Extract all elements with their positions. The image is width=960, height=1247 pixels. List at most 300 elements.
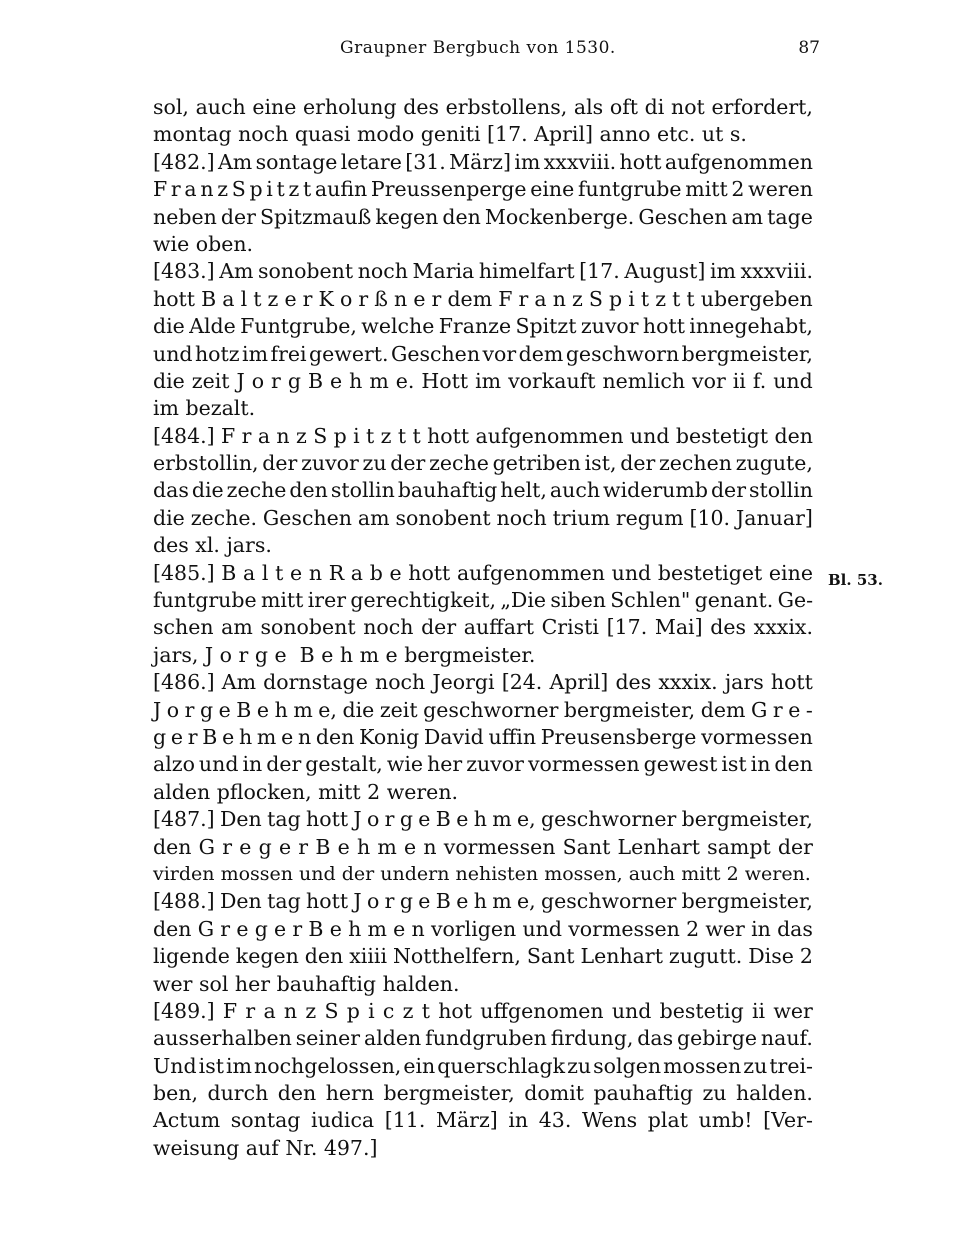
text-word: z xyxy=(655,286,667,311)
text-word: vor xyxy=(482,341,517,366)
text-word: G xyxy=(198,834,216,859)
text-word: in xyxy=(750,752,771,777)
text-word: bergmeister, xyxy=(563,697,696,722)
text-word: Alde xyxy=(189,314,236,339)
text-word: t xyxy=(672,286,681,311)
text-word: sonobent xyxy=(258,259,354,284)
text-line xyxy=(153,121,813,148)
text-word: auch xyxy=(195,95,246,119)
text-word: m xyxy=(256,724,277,749)
text-word: getriben xyxy=(492,451,581,476)
text-word: 2 xyxy=(799,944,813,969)
text-word: B xyxy=(221,560,237,585)
text-word: des xyxy=(615,670,652,695)
text-word: vorligen xyxy=(430,916,517,941)
text-line-content: weisung auf Nr. 497.] xyxy=(153,1135,378,1160)
text-word: e xyxy=(330,368,343,393)
text-word: e xyxy=(456,889,469,914)
text-word: [17. xyxy=(606,615,648,640)
text-word: hott xyxy=(642,314,685,339)
text-word: und xyxy=(773,368,813,393)
text-word: bestetig xyxy=(659,998,744,1023)
text-word: zeit xyxy=(191,368,230,393)
text-word: März] xyxy=(449,149,511,174)
text-word: S xyxy=(313,423,328,448)
text-word: a xyxy=(534,286,547,311)
text-word: den xyxy=(315,724,355,749)
text-word: regum xyxy=(615,505,684,530)
text-word: stollin xyxy=(330,478,395,503)
text-word: dornstage xyxy=(263,670,368,695)
text-word: sontage xyxy=(255,149,338,174)
text-word: hott xyxy=(408,560,451,585)
body-text xyxy=(153,94,813,1162)
text-word: h xyxy=(348,916,362,941)
text-word: sonobent xyxy=(260,615,356,640)
text-word: e xyxy=(389,560,402,585)
text-word: ist, xyxy=(584,451,617,476)
text-word: geschworn xyxy=(565,341,680,366)
text-word: erbstollens, xyxy=(445,95,568,119)
text-word: B xyxy=(201,286,217,311)
text-word: irer xyxy=(307,588,347,613)
text-word: e xyxy=(418,807,431,832)
text-word: eine xyxy=(252,95,297,119)
text-word: r xyxy=(241,423,252,448)
text-word: am xyxy=(221,615,253,640)
text-word: tag xyxy=(267,807,301,832)
text-word: noch xyxy=(375,670,426,695)
text-word: e xyxy=(393,916,406,941)
text-line xyxy=(153,943,813,970)
text-word: z xyxy=(288,177,300,202)
text-word: erbstollin, xyxy=(153,451,259,476)
text-word: r xyxy=(431,286,442,311)
text-line xyxy=(153,286,813,313)
text-word: sontag xyxy=(230,1108,301,1133)
text-line xyxy=(153,587,813,614)
text-word: am xyxy=(731,204,764,229)
text-word: vormessen xyxy=(568,916,680,941)
text-word: e xyxy=(413,286,426,311)
text-word: Am xyxy=(219,259,254,284)
text-word: m xyxy=(369,368,389,393)
text-line-content: wie oben. xyxy=(153,231,254,256)
text-word: bergmeister, xyxy=(681,807,813,832)
text-word: die xyxy=(342,697,375,722)
text-word: Geschen xyxy=(390,341,481,366)
text-word: Hott xyxy=(421,368,469,393)
text-word: a xyxy=(350,560,364,585)
text-line xyxy=(153,779,813,806)
text-word: r xyxy=(298,834,309,859)
running-header-title: Graupner Bergbuch von 1530. xyxy=(340,38,616,58)
text-word: p xyxy=(609,286,623,311)
text-word: wer xyxy=(705,916,745,941)
text-word: r xyxy=(170,177,181,202)
text-word: r xyxy=(384,889,395,914)
text-line xyxy=(153,231,813,258)
text-word: e xyxy=(329,916,342,941)
text-word: gerechtigkeit, xyxy=(350,588,496,613)
text-word: kegen xyxy=(375,204,439,229)
text-word: zu xyxy=(702,1081,727,1106)
text-word: i xyxy=(353,423,360,448)
text-word: e xyxy=(337,834,350,859)
text-word: Sant xyxy=(526,944,575,969)
text-word: aufin xyxy=(314,177,368,202)
text-word: B xyxy=(307,368,324,393)
text-word: hotz xyxy=(194,341,240,366)
text-word: geschworner xyxy=(423,697,559,722)
text-word: h xyxy=(274,697,288,722)
text-word: gebirge xyxy=(677,1026,757,1051)
text-line xyxy=(153,532,813,559)
text-word: Lenhart xyxy=(617,834,700,859)
text-word: [488.] xyxy=(153,889,215,914)
text-word: funtgrube xyxy=(153,588,257,613)
text-word: im xyxy=(242,341,269,366)
text-word: bauhaftig xyxy=(397,478,498,503)
text-word: t xyxy=(275,560,284,585)
text-word: c xyxy=(382,998,395,1023)
text-word: e xyxy=(239,834,252,859)
text-word: z xyxy=(402,998,414,1023)
text-word: Spitzt xyxy=(515,314,577,339)
text-word: noch xyxy=(363,615,414,640)
text-word: und xyxy=(611,998,652,1023)
text-word: r xyxy=(245,998,256,1023)
text-word: xiiii xyxy=(349,944,388,969)
text-word: R xyxy=(328,560,345,585)
text-word: frei xyxy=(270,341,307,366)
text-line-content: des xl. jars. xyxy=(153,533,272,558)
text-word: aufgenommen xyxy=(456,560,605,585)
text-word: r xyxy=(184,697,195,722)
text-line xyxy=(153,806,813,833)
text-word: den xyxy=(289,478,328,503)
text-word: uffin xyxy=(488,724,537,749)
text-word: [10. xyxy=(689,505,731,530)
text-word: ii xyxy=(732,368,746,393)
text-word: e xyxy=(170,724,183,749)
text-word: S xyxy=(324,998,339,1023)
text-line xyxy=(153,341,813,368)
text-word: „Die xyxy=(500,588,547,613)
text-word: m xyxy=(492,807,512,832)
text-line xyxy=(153,368,813,395)
text-word: xxxviii. xyxy=(740,259,813,284)
text-word: e xyxy=(256,697,270,722)
text-word: [Ver- xyxy=(763,1108,813,1133)
text-word: - xyxy=(805,697,813,722)
text-word: B xyxy=(435,807,451,832)
text-line-content: alden pflocken, mitt 2 weren. xyxy=(153,779,459,804)
text-word: a xyxy=(243,560,256,585)
text-line xyxy=(153,450,813,477)
text-word: in xyxy=(508,1108,529,1133)
text-line xyxy=(153,395,813,422)
text-line-content: im bezalt. xyxy=(153,396,256,421)
text-word: eine xyxy=(530,177,575,202)
text-word: tage xyxy=(767,204,813,229)
text-word: a xyxy=(222,286,235,311)
text-word: März] xyxy=(435,1108,498,1133)
text-word: und xyxy=(629,423,670,448)
text-word: 43. xyxy=(538,1108,572,1133)
text-word: S xyxy=(231,177,246,202)
text-word: xxxix. xyxy=(753,615,813,640)
text-word: Cristi xyxy=(541,615,599,640)
text-word: mitt xyxy=(260,588,304,613)
text-word: o xyxy=(366,889,380,914)
text-word: n xyxy=(411,916,425,941)
text-word: der xyxy=(620,451,656,476)
text-word: bergmeister, xyxy=(681,889,813,914)
text-word: im xyxy=(226,1053,252,1078)
text-word: zugutt. xyxy=(668,944,743,969)
text-word: letare xyxy=(340,149,402,174)
text-word: genant. xyxy=(694,588,774,613)
text-word: r xyxy=(271,368,281,393)
text-word: auch xyxy=(549,478,601,503)
text-word: e xyxy=(281,724,294,749)
text-word: J xyxy=(153,697,162,722)
text-word: r xyxy=(292,916,303,941)
text-word: hott xyxy=(770,670,813,695)
text-word: iudica xyxy=(311,1108,375,1133)
text-word: n xyxy=(552,286,566,311)
text-word: erfordert, xyxy=(711,95,813,119)
text-line-content: virden mossen und der undern nehisten mossen, auch mitt 2 weren. xyxy=(153,862,811,885)
text-word: Preussenperge xyxy=(370,177,527,202)
text-word: J xyxy=(353,807,362,832)
text-word: g xyxy=(153,724,167,749)
text-word: F xyxy=(222,998,238,1023)
text-word: den xyxy=(304,944,344,969)
text-word: a xyxy=(257,423,271,448)
text-word: t xyxy=(397,423,407,448)
text-line xyxy=(153,176,813,203)
text-word: Jeorgi xyxy=(432,670,495,695)
text-word: jars xyxy=(724,670,764,695)
text-word: April] xyxy=(549,670,609,695)
text-word: den xyxy=(774,423,813,448)
text-line-content: montag noch quasi modo geniti [17. April] anno etc. ut s. xyxy=(153,122,747,147)
text-word: fundgruben xyxy=(425,1026,547,1051)
text-word: i xyxy=(368,998,375,1023)
text-word: G xyxy=(197,916,215,941)
text-word: xxxix. xyxy=(658,670,718,695)
text-word: vormessen xyxy=(443,834,556,859)
text-word: die xyxy=(191,478,224,503)
text-word: o xyxy=(251,368,265,393)
text-word: am xyxy=(357,505,390,530)
text-word: 2 xyxy=(731,177,745,202)
text-word: den xyxy=(153,834,192,859)
text-word: und xyxy=(522,916,562,941)
text-word: B xyxy=(236,697,252,722)
text-word: h xyxy=(356,834,371,859)
text-word: hott xyxy=(306,889,349,914)
text-line-content: jars, J o r g e B e h m e bergmeister. xyxy=(153,642,536,667)
text-word: e xyxy=(788,697,801,722)
text-word: der xyxy=(262,451,298,476)
text-word: p xyxy=(249,177,263,202)
text-word: bergmeister, xyxy=(383,1081,515,1106)
text-word: z xyxy=(572,286,583,311)
text-line-content: wer sol her bauhaftig halden. xyxy=(153,971,460,996)
text-word: z xyxy=(296,423,307,448)
text-word: F xyxy=(221,423,236,448)
text-word: neben xyxy=(153,204,217,229)
text-word: 2 xyxy=(686,916,700,941)
text-word: Geschen xyxy=(262,505,352,530)
text-word: bestetigt xyxy=(675,423,769,448)
text-word: vormessen xyxy=(527,752,640,777)
text-word: t xyxy=(253,286,262,311)
text-word: [489.] xyxy=(153,998,215,1023)
text-word: z xyxy=(305,998,317,1023)
text-word: B xyxy=(308,916,324,941)
text-word: domit xyxy=(524,1081,584,1106)
text-word: Und xyxy=(153,1053,197,1078)
text-word: helt, xyxy=(500,478,547,503)
text-word: das xyxy=(153,478,189,503)
text-word: und xyxy=(198,752,239,777)
text-word: alzo xyxy=(153,752,195,777)
text-word: b xyxy=(369,560,383,585)
text-word: weren xyxy=(748,177,813,202)
text-line xyxy=(153,258,813,285)
text-word: bestetiget xyxy=(657,560,763,585)
text-word: not xyxy=(671,95,705,119)
text-word: zeche xyxy=(429,451,489,476)
text-word: t xyxy=(686,286,695,311)
text-word: e xyxy=(236,916,249,941)
text-word: [24. xyxy=(501,670,543,695)
text-word: t xyxy=(421,998,430,1023)
text-word: gewest xyxy=(643,752,718,777)
text-line xyxy=(153,94,813,121)
text-line xyxy=(153,477,813,504)
text-word: hott xyxy=(153,286,196,311)
text-word: e xyxy=(404,834,417,859)
text-word: Dise xyxy=(748,944,794,969)
text-word: l xyxy=(261,560,269,585)
text-word: m xyxy=(293,697,313,722)
text-word: die xyxy=(153,505,185,530)
text-line xyxy=(153,614,813,641)
text-word: e xyxy=(418,889,431,914)
text-word: ligende xyxy=(153,944,230,969)
text-word: nemlich xyxy=(602,368,686,393)
text-word: a xyxy=(184,177,197,202)
text-word: das xyxy=(637,1026,674,1051)
text-word: o xyxy=(339,286,353,311)
text-word: n xyxy=(276,423,290,448)
text-word: a xyxy=(263,998,276,1023)
text-word: hott xyxy=(306,807,349,832)
text-word: Wens xyxy=(581,1108,638,1133)
text-word: sonobent xyxy=(395,505,491,530)
text-word: h xyxy=(238,724,253,749)
text-word: oft xyxy=(609,95,639,119)
text-word: her xyxy=(427,752,463,777)
text-word: bergmeister, xyxy=(681,341,813,366)
text-word: wie xyxy=(386,752,424,777)
text-word: Preusensberge xyxy=(540,724,697,749)
text-word: und xyxy=(153,341,193,366)
text-word: ist xyxy=(721,752,747,777)
text-word: h xyxy=(473,807,487,832)
text-word: hot xyxy=(438,998,473,1023)
text-line xyxy=(153,998,813,1025)
page-number: 87 xyxy=(798,38,820,58)
text-word: eine xyxy=(768,560,813,585)
text-word: n xyxy=(423,834,437,859)
text-word: Notthelfern, xyxy=(392,944,521,969)
text-word: ß xyxy=(374,286,388,311)
text-word: Geschen xyxy=(638,204,728,229)
text-word: zeche xyxy=(226,478,287,503)
text-word: t xyxy=(640,286,650,311)
text-word: plat xyxy=(647,1108,688,1133)
text-word: schen xyxy=(153,615,214,640)
text-line xyxy=(153,313,813,340)
text-word: z xyxy=(217,177,229,202)
text-word: zu xyxy=(362,451,387,476)
text-word: e, xyxy=(318,697,337,722)
text-word: alden xyxy=(363,1026,422,1051)
text-word: r xyxy=(187,724,198,749)
text-line xyxy=(153,1025,813,1052)
text-word: zu xyxy=(743,1053,768,1078)
text-word: erholung xyxy=(303,95,397,119)
text-word: z xyxy=(267,286,279,311)
text-word: kegen xyxy=(235,944,299,969)
text-word: Am xyxy=(221,670,257,695)
text-word: ausserhalben xyxy=(153,1026,292,1051)
text-word: trium xyxy=(552,505,610,530)
text-word: g xyxy=(254,916,268,941)
text-word: des xyxy=(403,95,439,119)
text-word: m xyxy=(377,834,397,859)
text-word: vorkauft xyxy=(508,368,596,393)
text-word: im xyxy=(709,259,736,284)
text-word: geschworner xyxy=(541,807,677,832)
text-word: l xyxy=(240,286,248,311)
text-word: g xyxy=(399,889,413,914)
text-line xyxy=(153,560,813,587)
text-word: seiner xyxy=(295,1026,361,1051)
text-word: nochgelossen, xyxy=(254,1053,402,1078)
text-word: e xyxy=(222,724,235,749)
text-line xyxy=(153,505,813,532)
text-word: aufgenommen xyxy=(664,149,813,174)
text-word: vormessen xyxy=(701,724,813,749)
text-word: K xyxy=(318,286,334,311)
text-line xyxy=(153,149,813,176)
text-word: [486.] xyxy=(153,670,215,695)
text-word: das xyxy=(777,916,813,941)
text-word: Sant xyxy=(562,834,611,859)
text-word: B xyxy=(202,724,218,749)
text-word: mitt xyxy=(685,177,728,202)
text-word: o xyxy=(366,807,380,832)
text-word: [31. xyxy=(405,149,446,174)
text-word: den xyxy=(153,916,192,941)
